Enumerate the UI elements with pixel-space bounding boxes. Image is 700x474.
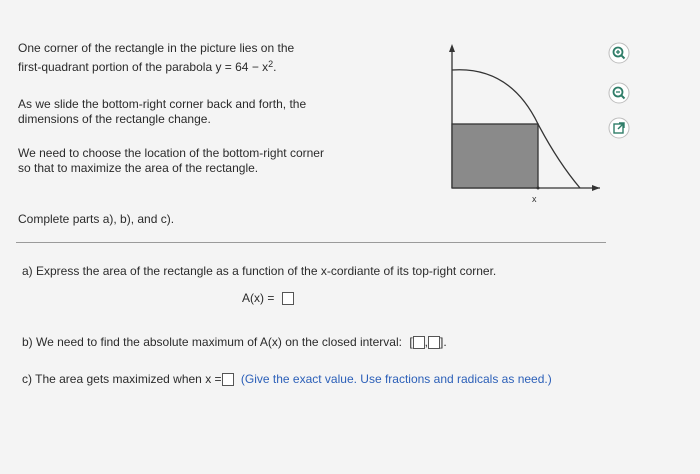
- part-c-answer-input[interactable]: [222, 373, 234, 386]
- intro-line-2-suffix: .: [273, 60, 277, 74]
- intro-line-4: dimensions of the rectangle change.: [18, 112, 211, 126]
- part-a-answer-row: [242, 291, 294, 306]
- zoom-out-icon[interactable]: [608, 82, 630, 104]
- zoom-in-icon[interactable]: [608, 42, 630, 64]
- intro-line-2-text: first-quadrant portion of the parabola y = 64 − x: [18, 60, 269, 74]
- part-b-prompt: b) We need to find the absolute maximum of A(x) on the closed interval:: [22, 335, 402, 349]
- intro-line-6: so that to maximize the area of the rectangle.: [18, 161, 259, 175]
- open-bracket: [: [409, 335, 413, 349]
- part-a-answer-input[interactable]: [282, 292, 294, 305]
- parabola-rectangle-diagram: [440, 40, 610, 208]
- instructions: Complete parts a), b), and c).: [18, 212, 175, 226]
- part-c-row: [22, 372, 552, 387]
- interval-start-input[interactable]: [413, 336, 425, 349]
- x-axis-arrow-icon: [592, 185, 600, 191]
- intro-line-5: We need to choose the location of the bottom-right corner: [18, 146, 324, 160]
- exponent: 2: [268, 59, 274, 69]
- popout-icon[interactable]: [608, 117, 630, 139]
- part-c-hint: (Give the exact value. Use fractions and radicals as need.): [240, 372, 552, 386]
- intro-line-1: One corner of the rectangle in the picture lies on the: [18, 41, 295, 55]
- rectangle: [452, 124, 538, 188]
- part-b-row: [22, 335, 447, 350]
- interval-comma: ,: [424, 335, 429, 349]
- part-a-prompt: a) Express the area of the rectangle as a function of the x-cordiante of its top-right corner.: [22, 264, 497, 278]
- close-bracket: ].: [440, 335, 447, 349]
- intro-line-2: [18, 60, 277, 75]
- corner-point: [537, 187, 540, 190]
- section-divider: [16, 242, 606, 243]
- x-axis-label: x: [532, 194, 537, 204]
- intro-line-3: As we slide the bottom-right corner back and forth, the: [18, 97, 307, 111]
- interval-end-input[interactable]: [428, 336, 440, 349]
- y-axis-arrow-icon: [449, 44, 455, 52]
- part-c-prompt: c) The area gets maximized when x =: [22, 372, 222, 386]
- part-a-lhs: A(x) =: [242, 291, 275, 305]
